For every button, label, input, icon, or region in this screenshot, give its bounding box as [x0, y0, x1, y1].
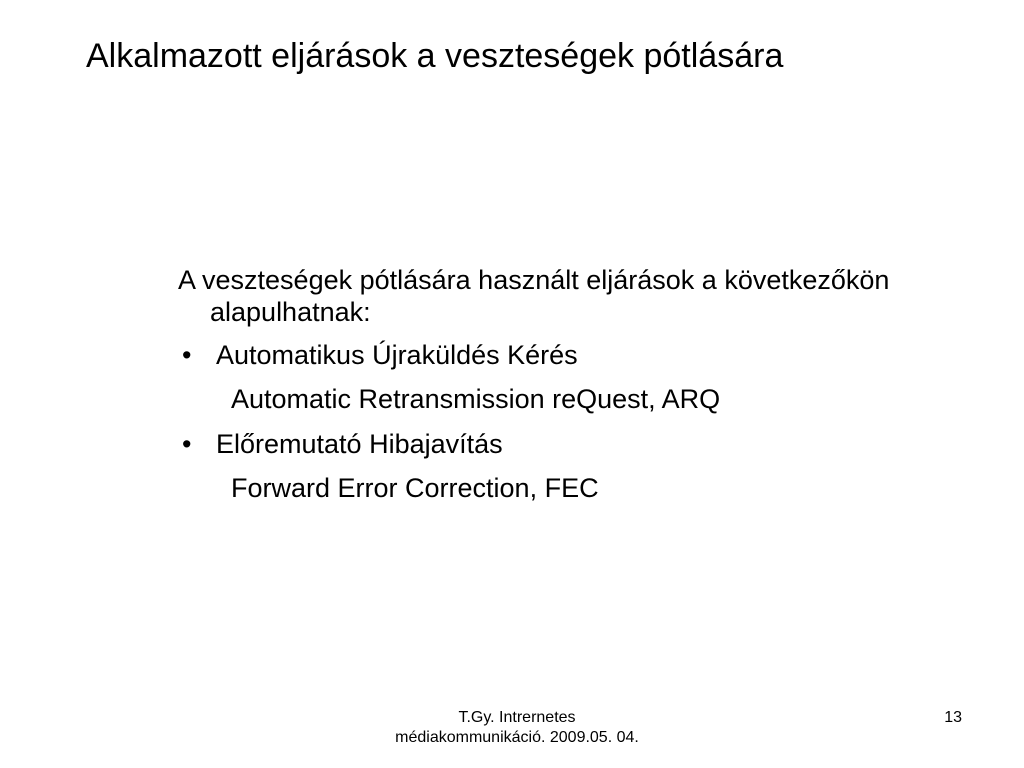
bullet-marker: • — [182, 339, 192, 370]
page-number: 13 — [944, 709, 962, 726]
bullet-item-arq — [178, 339, 898, 371]
bullet-text: Automatikus Újraküldés Kérés — [216, 339, 578, 370]
bullet-marker: • — [182, 428, 192, 459]
footer-caption — [362, 708, 672, 748]
footer-line-2: médiakommunikáció. 2009.05. 04. — [395, 729, 639, 746]
bullet-subtext-fec: Forward Error Correction, FEC — [231, 472, 599, 503]
bullet-text: Előremutató Hibajavítás — [216, 428, 503, 459]
bullet-subtext-arq: Automatic Retransmission reQuest, ARQ — [231, 384, 721, 415]
intro-text: A veszteségek pótlására használt eljárások a következőkön alapulhatnak: — [178, 265, 890, 328]
slide-title: Alkalmazott eljárások a veszteségek pótlására — [86, 37, 784, 75]
footer-line-1: T.Gy. Intrernetes — [458, 709, 576, 726]
slide-body — [178, 264, 898, 516]
bullet-item-fec — [178, 428, 898, 460]
